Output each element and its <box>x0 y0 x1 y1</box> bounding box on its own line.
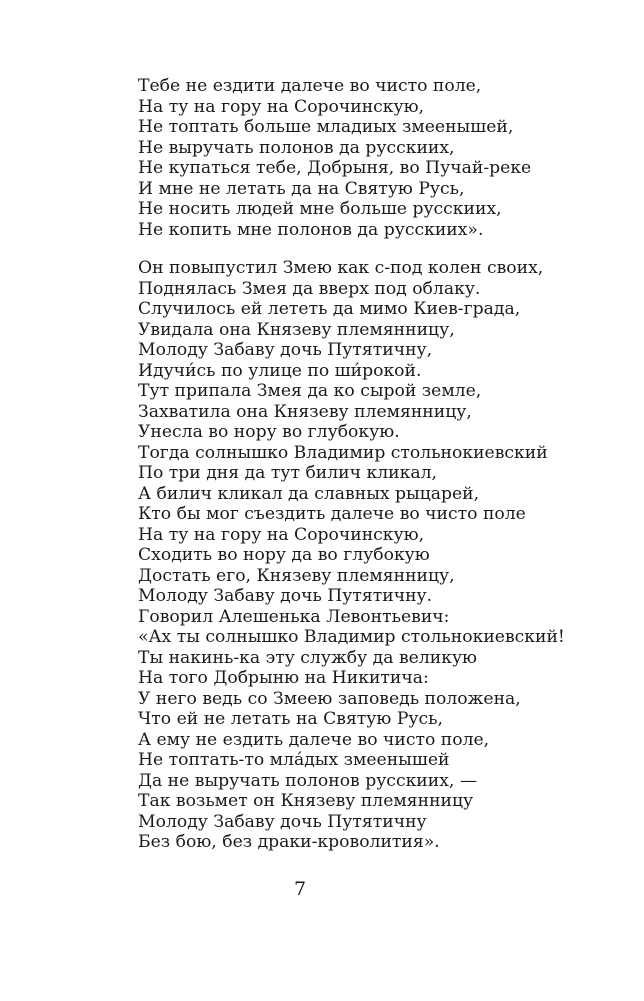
verse-line: Молоду Забаву дочь Путятичну, <box>138 340 433 360</box>
verse-line: Случилось ей лететь да мимо Киев-града, <box>138 299 521 319</box>
verse-line: Захватила она Князеву племянницу, <box>138 401 472 422</box>
verse-line: Да не выручать полонов русскиих, — <box>138 770 478 791</box>
verse-line: А ему не ездить далече во чисто поле, <box>138 729 490 750</box>
verse-line: Тебе не ездити далече во чисто поле, <box>138 76 482 96</box>
verse-line: Без бою, без драки-кроволития». <box>138 832 440 852</box>
verse-line: Так возьмет он Князеву племянницу <box>138 791 474 811</box>
verse-line: Унесла во нору во глубокую. <box>138 422 400 442</box>
verse-line: У него ведь со Змеею заповедь положена, <box>138 688 521 709</box>
verse-line: Молоду Забаву дочь Путятичну. <box>138 586 433 606</box>
verse-line: Кто бы мог съездить далече во чисто поле <box>138 504 526 524</box>
verse-line: Ты накинь-ка эту службу да великую <box>138 647 478 668</box>
verse-line: Увидала она Князеву племянницу, <box>138 319 455 340</box>
stanza <box>138 76 531 240</box>
verse-line: На ту на гору на Сорочинскую, <box>138 96 425 117</box>
verse-line: А билич кликал да славных рыцарей, <box>138 483 480 504</box>
verse-line: Он повыпустил Змею как с-под колен своих, <box>138 258 544 278</box>
page-number: 7 <box>293 878 307 900</box>
verse-line: Не купаться тебе, Добрыня, во Пучай-реке <box>138 158 532 178</box>
verse-line: Идучи́сь по улице по ши́рокой. <box>138 360 422 381</box>
verse-line: Не топтать-то мла́дых змеенышей <box>138 750 450 770</box>
verse-line: Не носить людей мне больше русскиих, <box>138 199 502 219</box>
verse-line: Не топтать больше младиых змеенышей, <box>138 117 514 137</box>
verse-line: Молоду Забаву дочь Путятичну <box>138 811 427 832</box>
verse-line: Тут припала Змея да ко сырой земле, <box>138 381 482 401</box>
verse-line: Поднялась Змея да вверх под облаку. <box>138 278 481 299</box>
verse-line: Сходить во нору да во глубокую <box>138 545 430 565</box>
verse-line: Не выручать полонов да русскиих, <box>138 137 455 158</box>
verse-line: Тогда солнышко Владимир стольнокиевский <box>138 442 548 463</box>
verse-line: По три дня да тут билич кликал, <box>138 463 437 483</box>
verse-line: Говорил Алешенька Левонтьевич: <box>138 606 450 627</box>
verse-line: Не копить мне полонов да русскиих». <box>138 219 484 240</box>
verse-line: На ту на гору на Сорочинскую, <box>138 524 425 545</box>
verse-line: И мне не летать да на Святую Русь, <box>138 178 465 199</box>
verse-line: «Ах ты солнышко Владимир стольнокиевский! <box>138 627 565 647</box>
verse-line: Достать его, Князеву племянницу, <box>138 565 455 586</box>
verse-line: На того Добрыню на Никитича: <box>138 668 429 688</box>
verse-line: Что ей не летать на Святую Русь, <box>138 709 443 729</box>
stanza <box>138 258 565 853</box>
